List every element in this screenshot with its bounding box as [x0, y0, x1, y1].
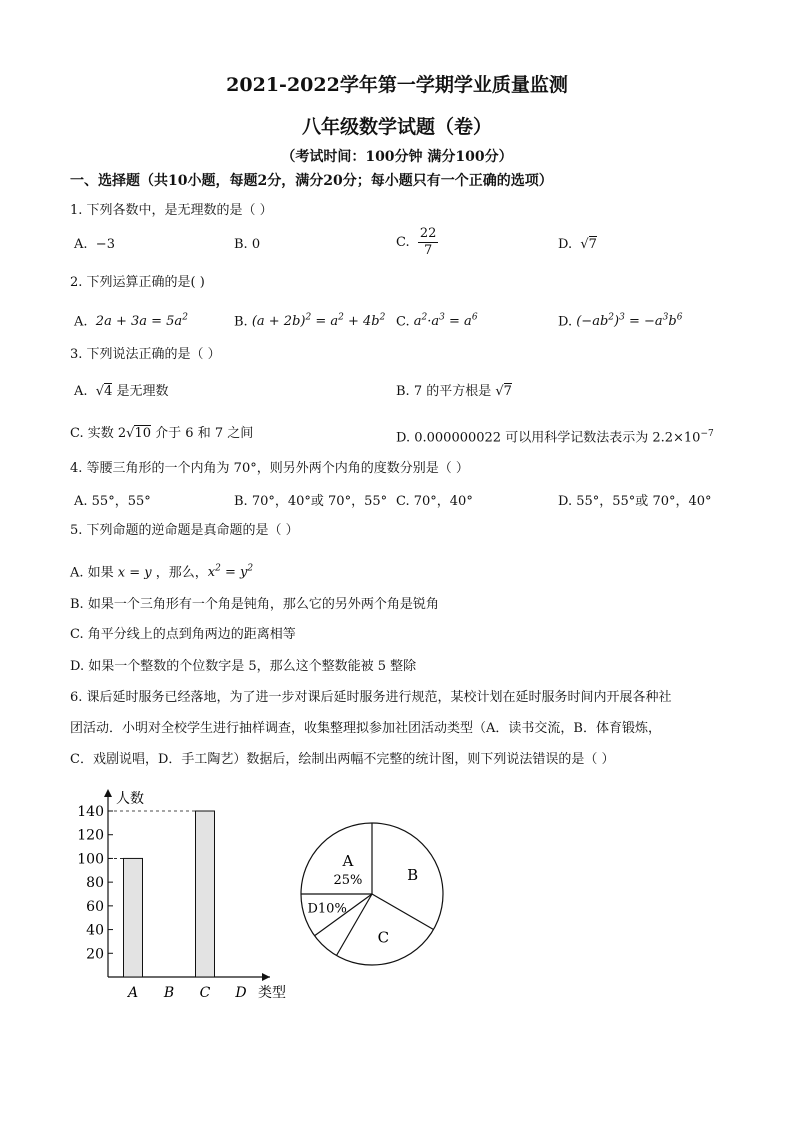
y-tick-label: 80: [86, 875, 104, 892]
q3-option-c[interactable]: [70, 425, 253, 443]
q1-stem: 1. 下列各数中，是无理数的是（ ）: [70, 203, 273, 218]
exponent: −7: [700, 429, 714, 439]
option-value: 0: [251, 237, 261, 252]
q5-option-b[interactable]: B. 如果一个三角形有一个角是钝角，那么它的另外两个角是锐角: [70, 597, 439, 612]
q5-option-a[interactable]: [70, 560, 253, 582]
q4-option-b[interactable]: B. 70°，40°或 70°，55°: [234, 494, 388, 509]
x-axis-arrow: [262, 973, 270, 981]
sqrt-icon: √: [126, 426, 135, 441]
y-tick-label: 60: [86, 898, 104, 915]
sqrt-icon: √: [95, 384, 105, 399]
slice-label-a: A: [342, 851, 354, 870]
slice-label-c: C: [377, 928, 390, 947]
option-text: D. 0.000000022 可以用科学记数法表示为: [396, 430, 649, 446]
q3-stem: 3. 下列说法正确的是（ ）: [70, 347, 221, 362]
y-tick-label: 20: [86, 946, 104, 963]
q2-option-a[interactable]: [74, 309, 188, 331]
slice-label-b: B: [407, 866, 419, 884]
coefficient: 2: [117, 426, 127, 441]
q2-option-d[interactable]: [558, 309, 682, 331]
option-label: C.: [396, 235, 410, 250]
scientific-value: 2.2×10: [652, 430, 701, 446]
q5-option-c[interactable]: C. 角平分线上的点到角两边的距离相等: [70, 627, 296, 642]
q3-option-b[interactable]: [396, 383, 512, 401]
radicand: 4: [104, 384, 113, 399]
y-tick-label: 40: [86, 922, 104, 939]
radicand: 10: [134, 426, 152, 441]
option-label: A.: [74, 384, 88, 399]
radicand: 7: [588, 237, 597, 252]
option-text: ，那么，: [155, 565, 208, 581]
option-text: A. 如果: [70, 565, 114, 581]
option-label: D.: [558, 314, 573, 330]
option-text: 是无理数: [116, 384, 169, 399]
section-heading: 一、选择题（共10小题，每题2分，满分20分；每小题只有一个正确的选项）: [70, 173, 553, 189]
category-label: A: [127, 985, 139, 1001]
x-axis-label: 类型: [258, 985, 286, 1001]
q3-option-d[interactable]: [396, 425, 714, 447]
expression: $x^2 = y^2$: [207, 564, 254, 581]
option-label: A.: [74, 314, 88, 330]
q5-stem: 5. 下列命题的逆命题是真命题的是（ ）: [70, 523, 299, 538]
expression: $(a + 2b)^2 = a^2 + 4b^2$: [251, 313, 386, 330]
y-tick-label: 140: [77, 804, 104, 820]
category-label: D: [235, 985, 247, 1001]
exam-info: （考试时间：100分钟 满分100分）: [281, 149, 513, 165]
expression: $2a + 3a = 5a^2$: [95, 313, 188, 330]
radicand: 7: [503, 384, 512, 399]
q4-option-a[interactable]: A. 55°，55°: [74, 494, 151, 509]
q3-option-a[interactable]: [74, 383, 169, 401]
q4-option-d[interactable]: D. 55°，55°或 70°，40°: [558, 494, 712, 509]
fraction-numerator: 22: [419, 226, 437, 241]
option-label: D.: [558, 237, 573, 252]
y-tick-label: 100: [77, 851, 104, 868]
q1-option-b[interactable]: [234, 236, 260, 254]
fraction-denominator: 7: [424, 243, 433, 258]
option-label: B.: [234, 314, 248, 330]
slice-label-d: D10%: [307, 901, 347, 917]
q4-option-c[interactable]: C. 70°，40°: [396, 494, 473, 509]
q6-line-1: 6. 课后延时服务已经落地，为了进一步对课后延时服务进行规范，某校计划在延时服务时间内开展各种社: [70, 690, 672, 705]
option-text: 介于 6 和 7 之间: [155, 426, 254, 441]
q2-option-c[interactable]: [396, 309, 478, 331]
q5-option-d[interactable]: D. 如果一个整数的个位数字是 5，那么这个整数能被 5 整除: [70, 659, 417, 674]
bar-chart: [70, 785, 310, 1015]
option-label: A.: [74, 237, 88, 252]
sqrt-icon: √: [580, 237, 589, 252]
option-label: C.: [396, 314, 410, 330]
q2-stem: 2. 下列运算正确的是( ): [70, 275, 205, 290]
expression: $a^2\cdot a^3 = a^6$: [413, 313, 478, 330]
q6-line-2: 团活动．小明对全校学生进行抽样调查，收集整理拟参加社团活动类型（A．读书交流，B．体育锻炼，: [70, 721, 661, 736]
q2-option-b[interactable]: [234, 309, 385, 331]
option-value: −3: [95, 237, 115, 252]
exam-subtitle: 八年级数学试题（卷）: [301, 116, 492, 138]
bar: [124, 858, 143, 977]
exam-title: 2021-2022学年第一学期学业质量监测: [226, 74, 568, 96]
option-text: B. 7 的平方根是: [396, 384, 492, 399]
expression: $(-ab^2)^3 = -a^3b^6$: [576, 313, 683, 330]
pie-chart: [292, 815, 452, 975]
q1-option-a[interactable]: [74, 236, 115, 254]
q6-line-3: C．戏剧说唱，D．手工陶艺）数据后，绘制出两幅不完整的统计图，则下列说法错误的是（ ）: [70, 752, 615, 767]
option-label: B.: [234, 237, 248, 252]
category-label: B: [163, 985, 175, 1001]
category-label: C: [199, 985, 211, 1001]
q1-option-c[interactable]: [396, 226, 438, 259]
q1-option-d[interactable]: [558, 236, 597, 254]
slice-percent-a: 25%: [333, 872, 363, 888]
y-tick-label: 120: [77, 827, 104, 844]
expression: x = y: [117, 565, 152, 581]
y-axis-label: 人数: [116, 791, 144, 807]
sqrt-icon: √: [495, 384, 504, 399]
option-text: C. 实数: [70, 426, 114, 441]
y-axis-arrow: [104, 789, 112, 797]
bar: [196, 811, 215, 977]
q4-stem: 4. 等腰三角形的一个内角为 70°，则另外两个内角的度数分别是（ ）: [70, 461, 469, 476]
fraction: [418, 226, 439, 259]
